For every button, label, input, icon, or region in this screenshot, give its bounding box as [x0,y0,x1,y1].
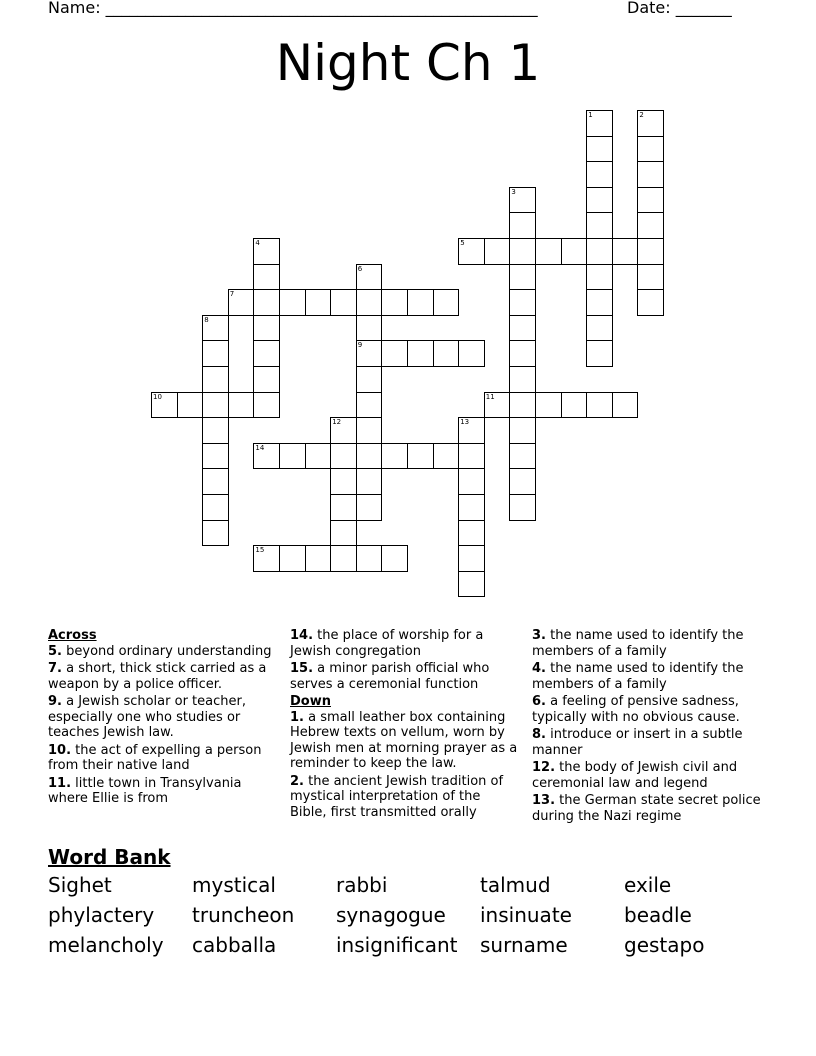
clue-across-10: 10. the act of expelling a person from their native land [48,742,262,773]
grid-cell[interactable] [458,443,485,470]
grid-cell[interactable] [253,289,280,316]
grid-cell[interactable] [253,443,280,470]
grid-cell[interactable] [279,443,306,470]
clue-number: 3 [511,187,516,196]
grid-cell[interactable] [637,238,664,265]
grid-cell[interactable] [637,136,664,163]
grid-cell[interactable] [484,238,511,265]
grid-cell[interactable] [356,366,383,393]
grid-cell[interactable] [433,340,460,367]
grid-cell[interactable] [458,340,485,367]
grid-cell[interactable] [407,340,434,367]
clue-across-9: 9. a Jewish scholar or teacher, especially one who studies or teaches Jewish law. [48,694,246,740]
word-bank-item: phylactery [48,903,155,927]
word-bank-item: exile [624,873,672,897]
grid-cell[interactable] [253,238,280,265]
grid-cell[interactable] [509,187,536,214]
grid-cell[interactable] [305,443,332,470]
grid-cell[interactable] [356,443,383,470]
grid-cell[interactable] [330,417,357,444]
grid-cell[interactable] [637,289,664,316]
grid-cell[interactable] [586,289,613,316]
grid-cell[interactable] [458,468,485,495]
grid-cell[interactable] [330,289,357,316]
word-bank [48,873,768,957]
word-bank-item: talmud [480,873,551,897]
grid-cell[interactable] [458,545,485,572]
grid-cell[interactable] [253,366,280,393]
word-bank-item: synagogue [336,903,446,927]
grid-cell[interactable] [202,366,229,393]
clue-number: 1 [588,111,593,119]
grid-cell[interactable] [509,443,536,470]
clue-down-4: 4. the name used to identify the members of a family [532,661,744,692]
grid-cell[interactable] [535,392,562,419]
clue-across-7: 7. a short, thick stick carried as a weapon by a police officer. [48,661,267,692]
word-bank-item: rabbi [336,873,388,897]
clue-number: 2 [639,111,644,119]
grid-cell[interactable] [381,443,408,470]
word-bank-item: Sighet [48,873,112,897]
across-heading: Across [48,628,97,643]
grid-cell[interactable] [330,494,357,521]
grid-cell[interactable] [509,392,536,419]
grid-cell[interactable] [356,494,383,521]
grid-cell[interactable] [228,289,255,316]
grid-cell[interactable] [586,315,613,342]
grid-cell[interactable] [586,392,613,419]
clue-number: 15 [255,546,265,555]
grid-cell[interactable] [253,545,280,572]
clue-down-2: 2. the ancient Jewish tradition of mystical interpretation of the Bible, first transmitted orally [290,773,504,820]
grid-cell[interactable] [433,289,460,316]
clue-number: 13 [460,418,470,427]
grid-cell[interactable] [637,110,664,137]
grid-cell[interactable] [202,392,229,419]
grid-cell[interactable] [586,161,613,188]
grid-cell[interactable] [356,264,383,291]
word-bank-item: melancholy [48,933,164,957]
grid-cell[interactable] [330,468,357,495]
grid-cell[interactable] [407,289,434,316]
grid-cell[interactable] [356,417,383,444]
grid-cell[interactable] [253,315,280,342]
grid-cell[interactable] [586,340,613,367]
word-bank-item: surname [480,933,568,957]
word-bank-item: beadle [624,903,692,927]
grid-cell[interactable] [202,468,229,495]
grid-cell[interactable] [509,494,536,521]
grid-cell[interactable] [202,520,229,547]
page-title: Night Ch 1 [275,34,541,92]
grid-cell[interactable] [637,161,664,188]
clue-down-13: 13. the German state secret police during the Nazi regime [532,793,761,824]
grid-cell[interactable] [433,443,460,470]
clues-col-2 [290,628,520,822]
grid-cell[interactable] [586,238,613,265]
grid-cell[interactable] [484,392,511,419]
grid-cell[interactable] [586,264,613,291]
clue-number: 4 [255,239,260,247]
grid-cell[interactable] [458,571,485,598]
clue-number: 11 [485,392,495,401]
clue-across-11: 11. little town in Transylvania where Ellie is from [48,775,242,806]
grid-cell[interactable] [356,315,383,342]
grid-cell[interactable] [356,545,383,572]
grid-cell[interactable] [381,289,408,316]
down-heading: Down [290,694,331,709]
grid-cell[interactable] [535,238,562,265]
grid-cell[interactable] [381,545,408,572]
clue-number: 12 [332,418,342,427]
word-bank-item: truncheon [192,903,295,927]
grid-cell[interactable] [637,264,664,291]
grid-cell[interactable] [330,443,357,470]
grid-cell[interactable] [202,494,229,521]
clue-number: 8 [204,315,209,324]
grid-cell[interactable] [509,340,536,367]
grid-cell[interactable] [381,340,408,367]
grid-cell[interactable] [637,212,664,239]
word-bank-item: insignificant [336,933,458,957]
grid-cell[interactable] [586,136,613,163]
grid-cell[interactable] [228,392,255,419]
word-bank-item: cabballa [192,933,277,957]
clue-down-12: 12. the body of Jewish civil and ceremonial law and legend [532,760,738,791]
clues-col-1 [48,628,278,809]
clue-number: 6 [357,264,363,273]
grid-cell[interactable] [202,443,229,470]
clue-number: 5 [460,239,465,247]
grid-cell[interactable] [151,392,178,419]
grid-cell[interactable] [612,392,639,419]
grid-cell[interactable] [279,289,306,316]
grid-cell[interactable] [458,494,485,521]
grid-cell[interactable] [253,264,280,291]
clue-number: 7 [229,290,235,299]
clue-across-14: 14. the place of worship for a Jewish congregation [290,628,484,659]
word-bank-item: mystical [192,873,276,897]
grid-cell[interactable] [356,468,383,495]
grid-cell[interactable] [509,264,536,291]
grid-cell[interactable] [612,238,639,265]
grid-cell[interactable] [356,392,383,419]
clue-number: 9 [357,341,363,350]
grid-cell[interactable] [356,289,383,316]
grid-cell[interactable] [509,315,536,342]
clue-number: 14 [255,443,265,452]
grid-cell[interactable] [561,238,588,265]
grid-cell[interactable] [509,366,536,393]
grid-cell[interactable] [253,340,280,367]
grid-cell[interactable] [305,545,332,572]
word-bank-title: Word Bank [48,845,171,869]
clue-across-5: 5. beyond ordinary understanding [48,643,272,659]
clue-down-8: 8. introduce or insert in a subtle manner [532,727,743,758]
name-field[interactable]: Name: ______________________________________________________ [48,0,538,17]
grid-cell[interactable] [202,417,229,444]
grid-cell[interactable] [202,315,229,342]
grid-cell[interactable] [586,187,613,214]
grid-cell[interactable] [407,443,434,470]
grid-cell[interactable] [509,417,536,444]
grid-cell[interactable] [509,468,536,495]
grid-cell[interactable] [509,238,536,265]
clue-down-3: 3. the name used to identify the members of a family [532,628,744,659]
clue-number: 10 [153,392,162,401]
clues-col-3 [532,628,764,826]
grid-cell[interactable] [637,187,664,214]
grid-cell[interactable] [305,289,332,316]
date-field[interactable]: Date: _______ [627,0,732,17]
grid-cell[interactable] [202,340,229,367]
grid-cell[interactable] [586,110,613,137]
grid-cell[interactable] [509,289,536,316]
grid-cell[interactable] [458,417,485,444]
grid-cell[interactable] [356,340,383,367]
grid-cell[interactable] [330,520,357,547]
grid-cell[interactable] [177,392,204,419]
grid-cell[interactable] [561,392,588,419]
grid-cell[interactable] [458,238,485,265]
grid-cell[interactable] [586,212,613,239]
word-bank-item: insinuate [480,903,572,927]
grid-cell[interactable] [330,545,357,572]
grid-cell[interactable] [509,212,536,239]
clue-across-15: 15. a minor parish official who serves a ceremonial function [290,661,490,692]
clue-down-6: 6. a feeling of pensive sadness, typically with no obvious cause. [532,694,740,725]
grid-cell[interactable] [458,520,485,547]
grid-cell[interactable] [253,392,280,419]
word-bank-item: gestapo [624,933,705,957]
clue-down-1: 1. a small leather box containing Hebrew texts on vellum, worn by Jewish men at morning prayer as a reminder to keep the law. [290,709,518,771]
grid-cell[interactable] [279,545,306,572]
